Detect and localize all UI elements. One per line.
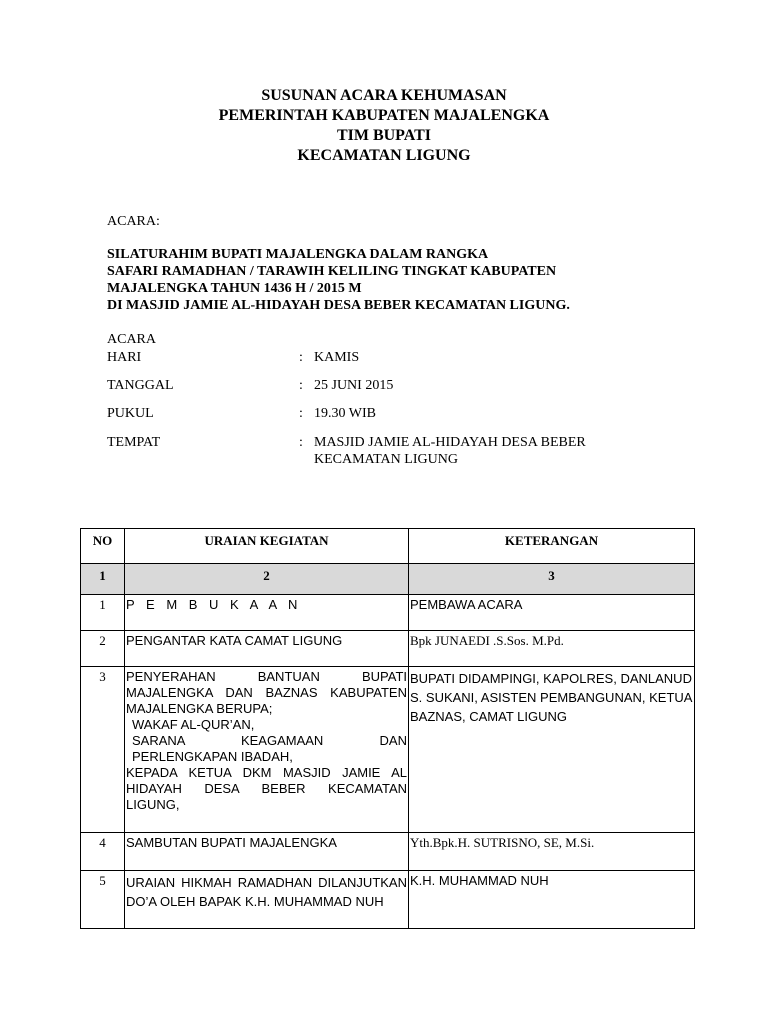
row-uraian: PENGANTAR KATA CAMAT LIGUNG [125, 631, 409, 667]
info-label: HARI [107, 350, 142, 365]
document-title [0, 86, 768, 166]
event-line: SILATURAHIM BUPATI MAJALENGKA DALAM RANGKA [107, 247, 489, 262]
info-label: TANGGAL [107, 378, 174, 393]
row-number: 5 [81, 871, 125, 929]
row-uraian [125, 667, 409, 833]
title-line: SUSUNAN ACARA KEHUMASAN [261, 87, 507, 104]
event-line: MAJALENGKA TAHUN 1436 H / 2015 M [107, 281, 362, 296]
row-keterangan: BUPATI DIDAMPINGI, KAPOLRES, DANLANUD S. SUKANI, ASISTEN PEMBANGUNAN, KETUA BAZNAS, CAMAT LIGUNG [409, 667, 695, 833]
row-number: 2 [81, 631, 125, 667]
title-line: TIM BUPATI [336, 127, 432, 144]
row-number: 4 [81, 833, 125, 871]
uraian-line: SARANA KEAGAMAAN DAN PERLENGKAPAN IBADAH, [132, 733, 407, 764]
uraian-line: WAKAF AL-QUR’AN, [132, 717, 255, 732]
row-uraian: P E M B U K A A N [125, 595, 409, 631]
acara-label: ACARA: [107, 214, 160, 229]
table-row [81, 871, 695, 929]
info-colon: : [299, 435, 303, 450]
info-label: TEMPAT [107, 435, 161, 450]
info-value: MASJID JAMIE AL-HIDAYAH DESA BEBER KECAMATAN LIGUNG [314, 435, 586, 467]
agenda-table [80, 528, 695, 929]
row-number: 3 [81, 667, 125, 833]
table-row [81, 631, 695, 667]
row-keterangan: Bpk JUNAEDI .S.Sos. M.Pd. [409, 631, 695, 667]
event-line: DI MASJID JAMIE AL-HIDAYAH DESA BEBER KECAMATAN LIGUNG. [107, 298, 570, 313]
uraian-line: PENYERAHAN BANTUAN BUPATI MAJALENGKA DAN BAZNAS KABUPATEN MAJALENGKA BERUPA; [126, 669, 407, 716]
column-number: 2 [125, 564, 409, 595]
info-value: KAMIS [314, 350, 360, 365]
column-number-row [81, 564, 695, 595]
info-colon: : [299, 378, 303, 393]
table-header-row [81, 529, 695, 564]
table-row [81, 667, 695, 833]
acara-heading: ACARA [107, 332, 157, 347]
row-keterangan: Yth.Bpk.H. SUTRISNO, SE, M.Si. [409, 833, 695, 871]
row-number: 1 [81, 595, 125, 631]
header-no: NO [81, 529, 125, 564]
column-number: 3 [409, 564, 695, 595]
info-colon: : [299, 406, 303, 421]
row-keterangan: K.H. MUHAMMAD NUH [409, 871, 695, 929]
event-description [107, 246, 570, 314]
info-value: 25 JUNI 2015 [314, 378, 394, 393]
title-line: KECAMATAN LIGUNG [297, 147, 471, 164]
row-keterangan: PEMBAWA ACARA [409, 595, 695, 631]
header-uraian: URAIAN KEGIATAN [125, 529, 409, 564]
info-colon: : [299, 350, 303, 365]
uraian-line: KEPADA KETUA DKM MASJID JAMIE AL HIDAYAH DESA BEBER KECAMATAN LIGUNG, [126, 765, 407, 812]
info-label: PUKUL [107, 406, 154, 421]
header-keterangan: KETERANGAN [409, 529, 695, 564]
row-uraian: URAIAN HIKMAH RAMADHAN DILANJUTKAN DO’A OLEH BAPAK K.H. MUHAMMAD NUH [125, 871, 409, 929]
info-value: 19.30 WIB [314, 406, 376, 421]
event-line: SAFARI RAMADHAN / TARAWIH KELILING TINGKAT KABUPATEN [107, 264, 557, 279]
table-row [81, 833, 695, 871]
title-line: PEMERINTAH KABUPATEN MAJALENGKA [218, 107, 550, 124]
column-number: 1 [81, 564, 125, 595]
table-row [81, 595, 695, 631]
row-uraian: SAMBUTAN BUPATI MAJALENGKA [125, 833, 409, 871]
